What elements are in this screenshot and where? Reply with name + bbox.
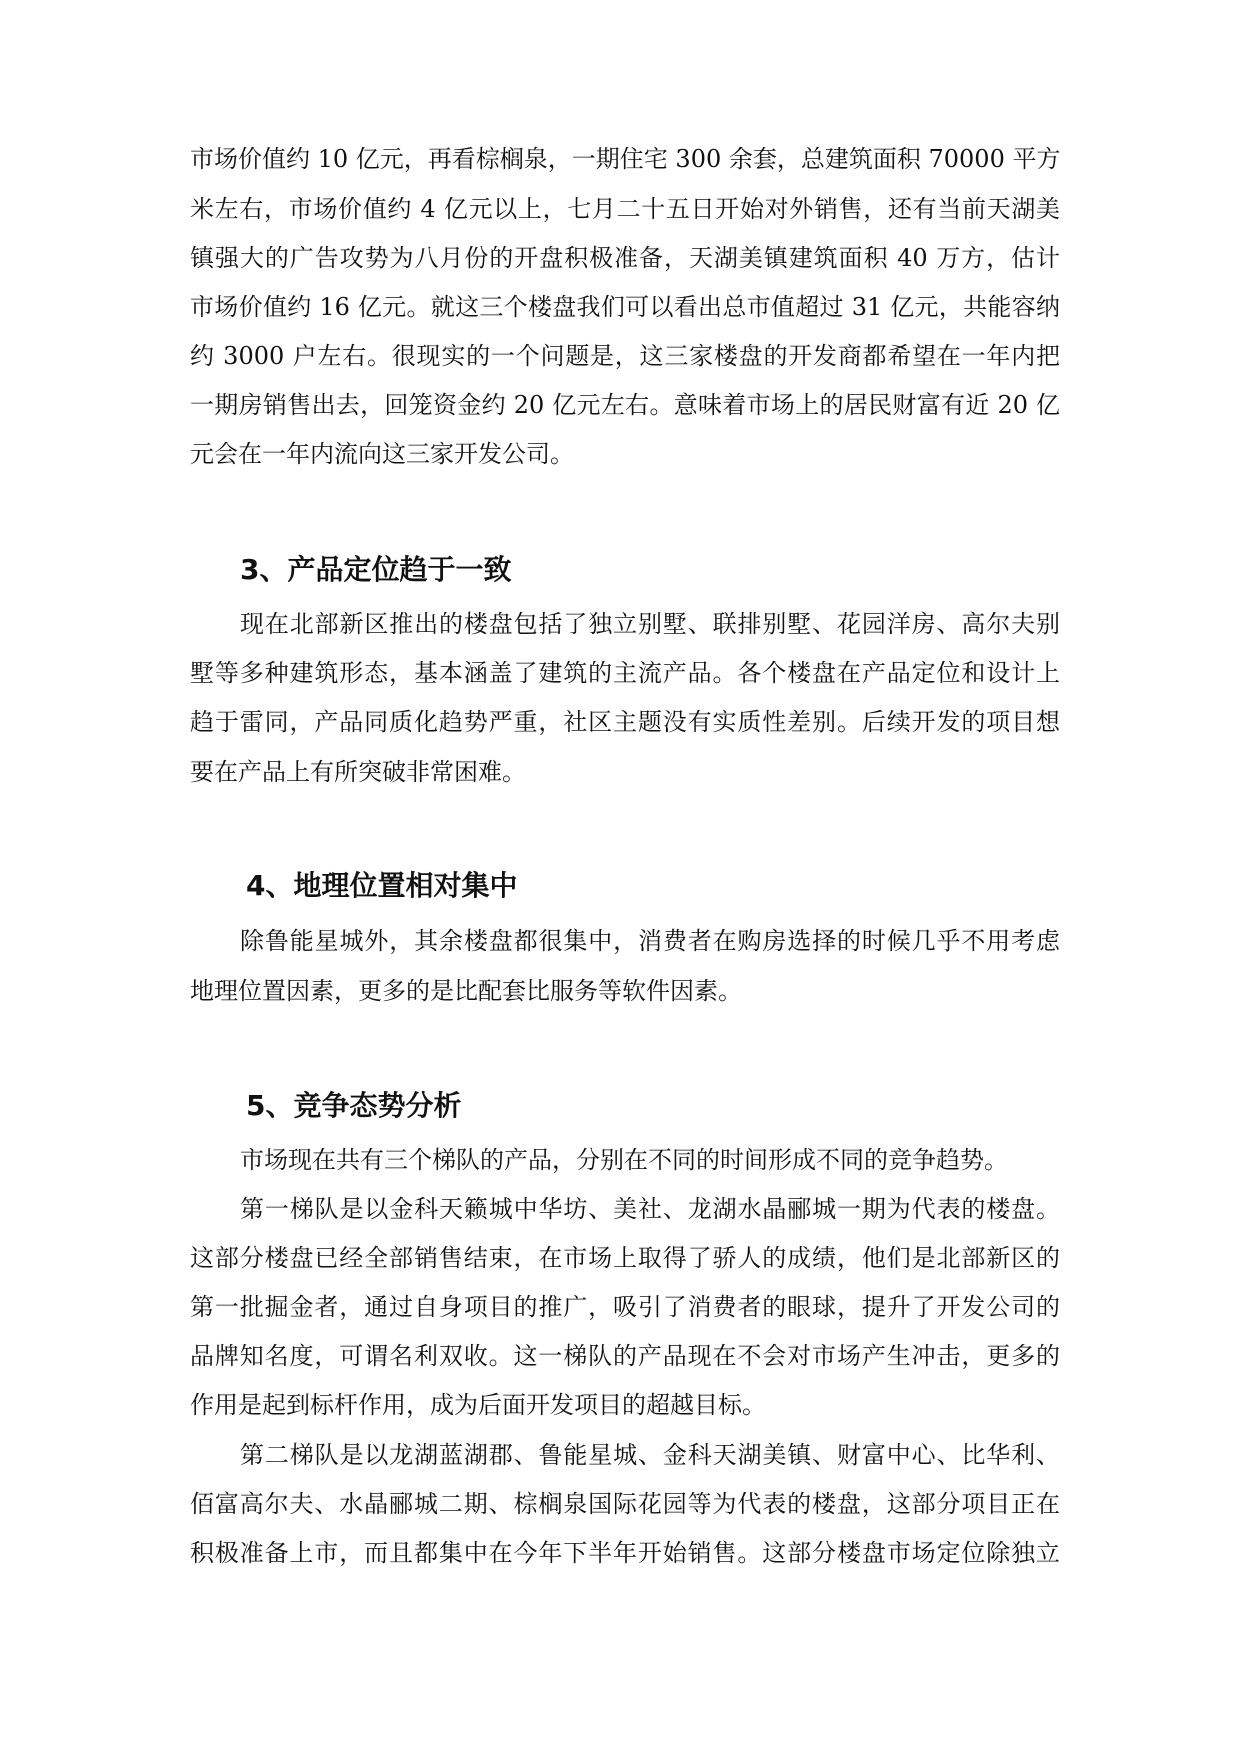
paragraph-line: 佰富高尔夫、水晶郦城二期、棕榈泉国际花园等为代表的楼盘，这部分项目正在 xyxy=(190,1490,1060,1518)
paragraph-line: 第一梯队是以金科天籁城中华坊、美社、龙湖水晶郦城一期为代表的楼盘。 xyxy=(240,1195,1060,1223)
paragraph-line: 趋于雷同，产品同质化趋势严重，社区主题没有实质性差别。后续开发的项目想 xyxy=(190,708,1060,736)
paragraph-line: 米左右，市场价值约 4 亿元以上，七月二十五日开始对外销售，还有当前天湖美 xyxy=(190,195,1060,223)
paragraph-line: 积极准备上市，而且都集中在今年下半年开始销售。这部分楼盘市场定位除独立 xyxy=(190,1539,1060,1567)
paragraph-line: 要在产品上有所突破非常困难。 xyxy=(190,758,526,786)
paragraph-line: 第二梯队是以龙湖蓝湖郡、鲁能星城、金科天湖美镇、财富中心、比华利、 xyxy=(240,1441,1060,1469)
paragraph-line: 地理位置因素，更多的是比配套比服务等软件因素。 xyxy=(190,977,742,1005)
paragraph-line: 墅等多种建筑形态，基本涵盖了建筑的主流产品。各个楼盘在产品定位和设计上 xyxy=(190,659,1060,687)
paragraph-line: 元会在一年内流向这三家开发公司。 xyxy=(190,440,574,468)
paragraph-line: 市场价值约 16 亿元。就这三个楼盘我们可以看出总市值超过 31 亿元，共能容纳 xyxy=(190,293,1060,321)
paragraph-line: 市场价值约 10 亿元，再看棕榈泉，一期住宅 300 余套，总建筑面积 70000 平方 xyxy=(190,145,1060,173)
section-heading: 4、地理位置相对集中 xyxy=(246,869,518,902)
paragraph-line: 除鲁能星城外，其余楼盘都很集中，消费者在购房选择的时候几乎不用考虑 xyxy=(240,927,1060,955)
paragraph-line: 约 3000 户左右。很现实的一个问题是，这三家楼盘的开发商都希望在一年内把 xyxy=(190,342,1060,370)
paragraph-line: 一期房销售出去，回笼资金约 20 亿元左右。意味着市场上的居民财富有近 20 亿 xyxy=(190,391,1060,419)
paragraph-line: 第一批掘金者，通过自身项目的推广，吸引了消费者的眼球，提升了开发公司的 xyxy=(190,1293,1060,1321)
paragraph-line: 品牌知名度，可谓名利双收。这一梯队的产品现在不会对市场产生冲击，更多的 xyxy=(190,1342,1060,1370)
paragraph-line: 镇强大的广告攻势为八月份的开盘积极准备，天湖美镇建筑面积 40 万方，估计 xyxy=(190,244,1060,272)
paragraph-line: 这部分楼盘已经全部销售结束，在市场上取得了骄人的成绩，他们是北部新区的 xyxy=(190,1244,1060,1272)
paragraph-line: 市场现在共有三个梯队的产品，分别在不同的时间形成不同的竞争趋势。 xyxy=(240,1146,1008,1174)
paragraph-line: 作用是起到标杆作用，成为后面开发项目的超越目标。 xyxy=(190,1391,766,1419)
section-heading: 3、产品定位趋于一致 xyxy=(240,553,512,586)
section-heading: 5、竞争态势分析 xyxy=(246,1089,462,1122)
paragraph-line: 现在北部新区推出的楼盘包括了独立别墅、联排别墅、花园洋房、高尔夫别 xyxy=(240,610,1060,638)
